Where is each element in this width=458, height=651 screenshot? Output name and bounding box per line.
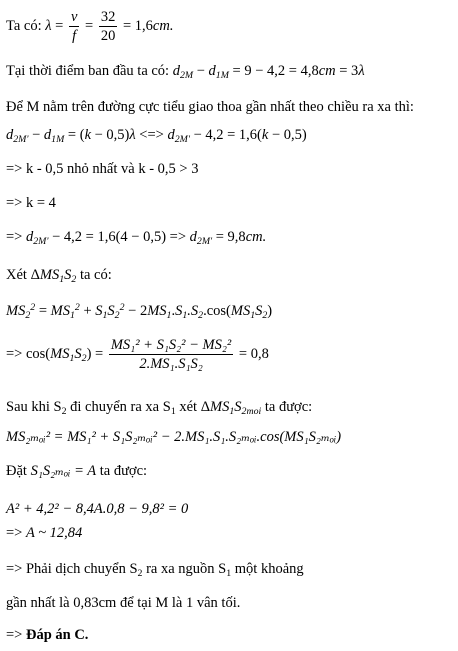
text: MS — [50, 303, 70, 319]
text: S — [95, 303, 103, 319]
line-after-move: Sau khi $S_2$ đi chuyển ra xa $S_1$ xét $\Delta MS_1S_{2moi}$ ta được: — [6, 399, 313, 418]
text: MS — [147, 303, 167, 319]
denominator: f — [69, 26, 79, 45]
line-new-cosine-law: MS₂ₘₒᵢ² = MS₁² + S₁S₂ₘₒᵢ² − 2.MS₁.S₁.S₂ₘₒᵢ.cos(MS₁S₂ₘₒᵢ) — [6, 429, 342, 445]
d2m-prime: $d_{2M'}$ — [6, 127, 29, 146]
line-wavelength — [6, 8, 173, 45]
fraction-32-20 — [99, 8, 118, 45]
text: = 3 — [335, 63, 359, 79]
numerator: 32 — [100, 9, 116, 25]
text: = — [35, 303, 51, 319]
line-answer — [6, 626, 88, 644]
text: − 2 — [124, 303, 148, 319]
line-conclusion-2: gần nhất là 0,83cm để tại M là 1 vân tối. — [6, 595, 241, 611]
text: + — [79, 303, 96, 319]
line-conclusion: => Phải dịch chuyển $S_2$ ra xa nguồn $S_1$ một khoảng — [6, 561, 304, 580]
text: 2moi — [241, 406, 262, 418]
text: = 9 − 4,2 = 4,8 — [228, 63, 319, 79]
line-k-value: => k = 4 — [6, 195, 56, 211]
answer: Đáp án C. — [25, 627, 89, 643]
line-substitute — [6, 462, 147, 480]
line-condition: Để M nằm trên đường cực tiểu giao thoa gần nhất theo chiều ra xa thì: — [6, 99, 414, 115]
d1m: $d_{1M}$ — [208, 63, 229, 82]
k-symbol: k — [84, 127, 91, 143]
text: ta có: — [76, 267, 112, 283]
line-min-condition — [6, 126, 307, 146]
text: . — [171, 303, 176, 319]
line-cos-value: => $\cos(MS_1S_2)$ = $\frac{\text{MS₁² + S₁S₂² − MS₂²}}{\text{2.MS₁.S₁S₂}}$ = 0,8 — [6, 337, 269, 372]
text: = 1,6 — [119, 17, 153, 34]
text: <=> — [135, 127, 168, 143]
unit: cm. — [152, 17, 174, 34]
delta-symbol: Δ — [200, 399, 211, 415]
line-quadratic: A² + 4,2² − 8,4A.0,8 − 9,8² = 0 — [6, 501, 189, 517]
d1m: $d_{1M}$ — [43, 127, 65, 146]
text: ra xa nguồn S — [142, 561, 227, 577]
denominator: 2.MS₁.S₁S₂ — [109, 354, 233, 373]
text: − 4,2 = 1,6( — [189, 127, 262, 143]
text: MS — [230, 303, 251, 319]
text: => — [6, 627, 26, 643]
text: = 0,8 — [235, 345, 269, 362]
text: = 9,8 — [212, 229, 246, 245]
text: A ~ 12,84 — [25, 525, 83, 541]
text: => cos( — [6, 345, 51, 362]
text: − 0,5) — [91, 127, 130, 143]
text: .cos( — [203, 303, 231, 319]
unit: cm. — [245, 229, 267, 245]
d2m: $d_{2M}$ — [172, 63, 194, 82]
text: MS — [39, 267, 60, 283]
text: − 0,5) — [268, 127, 307, 143]
lambda-symbol: λ — [45, 17, 52, 34]
d2m-prime: $d_{2M'}$ — [25, 229, 49, 248]
text: Đặt — [6, 463, 31, 479]
lambda-symbol: λ — [358, 63, 365, 79]
fraction-v-f — [69, 8, 79, 45]
text: MS — [210, 399, 230, 415]
text: MS — [6, 303, 26, 319]
text: ta được: — [96, 463, 148, 479]
text: = — [51, 17, 67, 34]
text: Xét — [6, 267, 31, 283]
line-a-value — [6, 524, 82, 542]
text: = ( — [64, 127, 85, 143]
text: đi chuyển ra xa S — [66, 399, 171, 415]
line-triangle — [6, 266, 112, 286]
d2m-prime: $d_{2M'}$ — [167, 127, 190, 146]
line-initial-state — [6, 62, 365, 82]
text: Ta có: — [6, 17, 46, 34]
text: Tại thời điểm ban đầu ta có: — [6, 63, 173, 79]
text: ) = — [86, 345, 107, 362]
numerator: v — [70, 9, 78, 25]
text: => — [6, 525, 26, 541]
text: ) — [267, 303, 273, 319]
fraction-cos — [109, 336, 233, 373]
k-symbol: k — [261, 127, 269, 143]
text: − — [193, 63, 209, 79]
text: xét — [175, 399, 201, 415]
text: => — [6, 229, 26, 245]
d2m-prime: $d_{2M'}$ — [189, 229, 213, 248]
lambda-symbol: λ — [129, 127, 136, 143]
line-cosine-law: $MS_2^2 = MS_1^2 + S_1S_2^2 - 2MS_1.S_1.S_2.\cos(MS_1S_2)$ — [6, 301, 273, 322]
line-k-condition: => k - 0,5 nhỏ nhất và k - 0,5 > 3 — [6, 161, 199, 177]
expression: S₁S₂ₘₒᵢ = A — [30, 463, 97, 479]
text: Sau khi S — [6, 399, 62, 415]
text: − 4,2 = 1,6(4 − 0,5) => — [48, 229, 190, 245]
text: = — [81, 17, 97, 34]
numerator: MS₁² + S₁S₂² − MS₂² — [110, 337, 232, 353]
text: một khoảng — [231, 561, 304, 577]
text: − — [28, 127, 44, 143]
text: ta được: — [261, 399, 313, 415]
text: S — [175, 303, 183, 319]
delta-symbol: Δ — [30, 267, 40, 283]
unit: cm — [318, 63, 336, 79]
line-d2m-value — [6, 228, 266, 248]
denominator: 20 — [100, 28, 116, 44]
triangle-ms1s2: $MS_1S_2$ — [39, 267, 77, 286]
text: => Phải dịch chuyển S — [6, 561, 138, 577]
